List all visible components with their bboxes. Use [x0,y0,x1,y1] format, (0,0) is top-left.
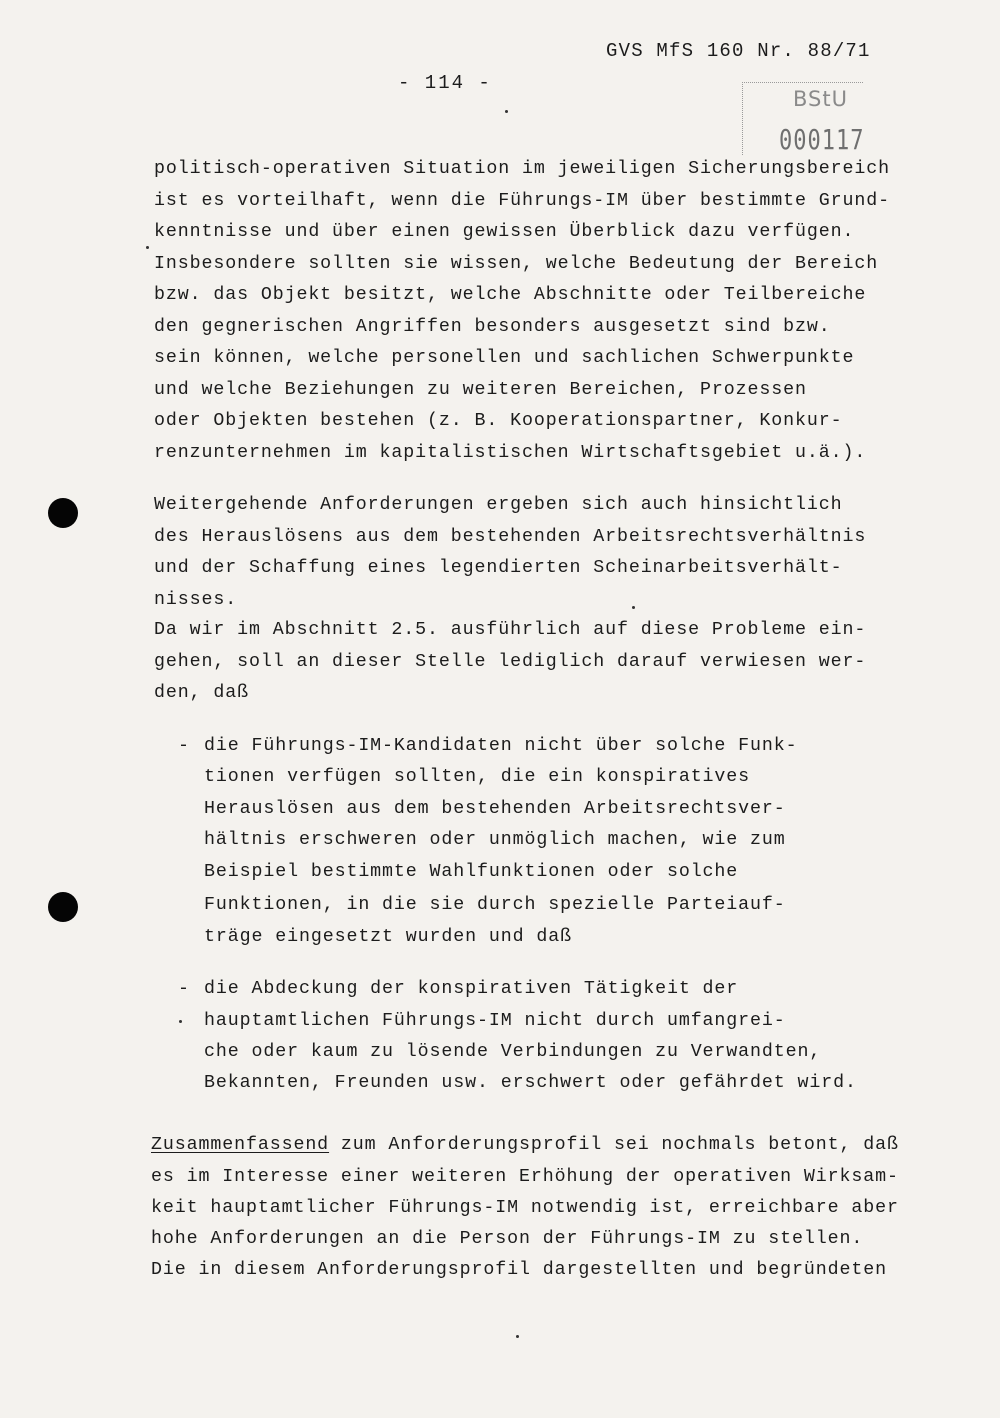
stamp-organization: BStU [793,87,848,111]
text-line: Beispiel bestimmte Wahlfunktionen oder solche [204,862,739,882]
text-line: es im Interesse einer weiteren Erhöhung der operativen Wirksam- [151,1167,899,1187]
text-line [151,1133,899,1157]
text-line: des Herauslösens aus dem bestehenden Arbeitsrechtsverhältnis [154,527,867,547]
text-line: gehen, soll an dieser Stelle lediglich darauf verwiesen wer- [154,652,867,672]
text-line: nisses. [154,590,238,610]
text-line: Die in diesem Anforderungsprofil dargestellten und begründeten [151,1260,887,1280]
text-line: Weitergehende Anforderungen ergeben sich auch hinsichtlich [154,495,843,515]
text-line: die Abdeckung der konspirativen Tätigkeit der [204,979,739,999]
paper-speck [179,1020,182,1023]
paper-speck [505,110,508,113]
text-line: Insbesondere sollten sie wissen, welche Bedeutung der Bereich [154,254,879,274]
text-line: keit hauptamtlicher Führungs-IM notwendig ist, erreichbare aber [151,1198,899,1218]
text-segment: zum Anforderungsprofil sei nochmals betont, daß [329,1135,899,1155]
text-line: kenntnisse und über einen gewissen Überblick dazu verfügen. [154,222,855,242]
punch-hole [48,498,78,528]
bullet-dash: - [178,979,189,999]
text-line: che oder kaum zu lösende Verbindungen zu Verwandten, [204,1042,822,1062]
text-line: oder Objekten bestehen (z. B. Kooperationspartner, Konkur- [154,411,843,431]
text-line: renzunternehmen im kapitalistischen Wirtschaftsgebiet u.ä.). [154,443,867,463]
text-line: ist es vorteilhaft, wenn die Führungs-IM über bestimmte Grund- [154,191,890,211]
paper-speck [632,606,635,609]
stamp-number: 000117 [779,125,865,157]
text-line: Bekannten, Freunden usw. erschwert oder gefährdet wird. [204,1073,857,1093]
text-line: tionen verfügen sollten, die ein konspiratives [204,767,751,787]
text-line: hauptamtlichen Führungs-IM nicht durch umfangrei- [204,1011,786,1031]
paper-speck [516,1335,519,1338]
bullet-dash: - [178,736,189,756]
text-line: den, daß [154,683,249,703]
text-line: politisch-operativen Situation im jeweiligen Sicherungsbereich [154,159,890,179]
document-reference: GVS MfS 160 Nr. 88/71 [606,40,871,62]
text-line: hohe Anforderungen an die Person der Führungs-IM zu stellen. [151,1229,864,1249]
text-line: hältnis erschweren oder unmöglich machen, wie zum [204,830,786,850]
punch-hole [48,892,78,922]
text-line: die Führungs-IM-Kandidaten nicht über solche Funk- [204,736,798,756]
page-number: - 114 - [398,72,492,94]
text-line: und welche Beziehungen zu weiteren Bereichen, Prozessen [154,380,807,400]
text-line: Funktionen, in die sie durch spezielle Parteiauf- [204,895,786,915]
text-line: bzw. das Objekt besitzt, welche Abschnitte oder Teilbereiche [154,285,867,305]
paper-speck [146,246,149,249]
text-line: träge eingesetzt wurden und daß [204,927,572,947]
text-line: und der Schaffung eines legendierten Scheinarbeitsverhält- [154,558,843,578]
underlined-word: Zusammenfassend [151,1135,330,1155]
text-line: Da wir im Abschnitt 2.5. ausführlich auf diese Probleme ein- [154,620,867,640]
archive-stamp [742,82,863,155]
text-line: Herauslösen aus dem bestehenden Arbeitsrechtsver- [204,799,786,819]
text-line: den gegnerischen Angriffen besonders ausgesetzt sind bzw. [154,317,831,337]
text-line: sein können, welche personellen und sachlichen Schwerpunkte [154,348,855,368]
